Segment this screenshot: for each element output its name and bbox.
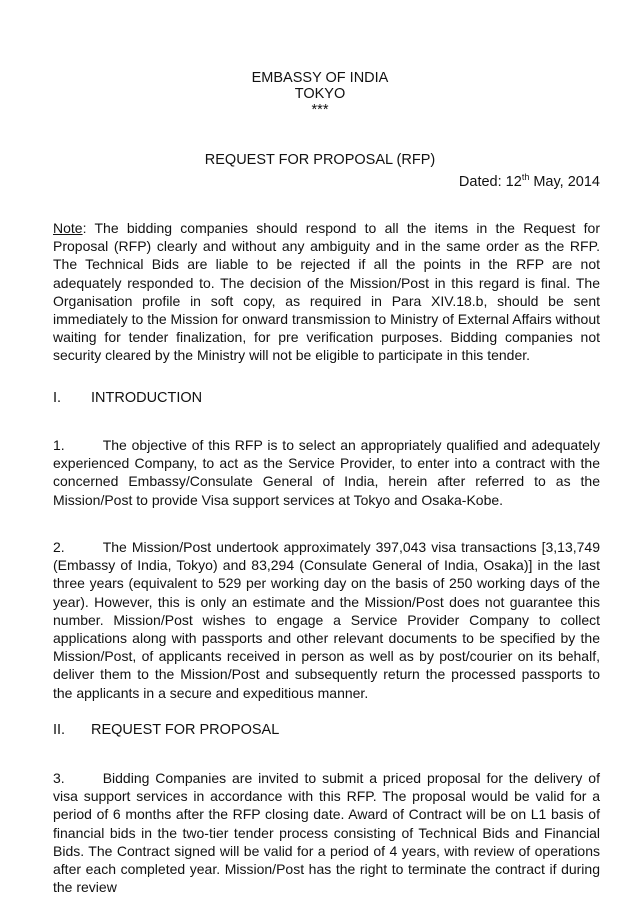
header-separator: ***	[311, 102, 329, 118]
section-heading-introduction	[53, 390, 202, 406]
section-heading-request-for-proposal	[53, 722, 279, 738]
note-label: Note	[53, 220, 83, 236]
date-ordinal-suffix: th	[521, 172, 530, 183]
paragraph-number: 3.	[53, 770, 65, 786]
document-title: REQUEST FOR PROPOSAL (RFP)	[204, 152, 436, 168]
section-title: REQUEST FOR PROPOSAL	[91, 722, 280, 738]
date-suffix: May, 2014	[529, 174, 600, 190]
paragraph-text: The objective of this RFP is to select an appropriately qualified and adequately experienced Company, to act as the Service Provider, to enter into a contract with the concerned Embassy/Consulate General of India, herein after referred to as the Mission/Post to provide Visa support services at Tokyo and Osaka-Kobe.	[53, 437, 600, 508]
embassy-city: TOKYO	[294, 86, 346, 102]
paragraph-number: 2.	[53, 539, 65, 555]
paragraph-2	[53, 538, 600, 702]
paragraph-3	[53, 769, 600, 896]
section-number: I.	[53, 390, 62, 406]
document-date	[459, 174, 600, 190]
paragraph-1	[53, 436, 600, 509]
paragraph-text: The Mission/Post undertook approximately 397,043 visa transactions [3,13,749 (Embassy of India, Tokyo) and 83,294 (Consulate General of India, Osaka)] in the last three years (equivalent to 529 per working day on the basis of 250 working days of the year). However, this is only an estimate and the Mission/Post does not guarantee this number. Mission/Post wishes to engage a Service Provider Company to collect applications along with passports and other relevant documents to be specified by the Mission/Post, of applicants received in person as well as by post/courier on its behalf, deliver them to the Mission/Post and subsequently return the processed passports to the applicants in a secure and expeditious manner.	[53, 539, 600, 701]
paragraph-number: 1.	[53, 437, 65, 453]
embassy-name: EMBASSY OF INDIA	[251, 70, 389, 86]
note-paragraph	[53, 219, 600, 365]
note-text: : The bidding companies should respond to all the items in the Request for Proposal (RFP) clearly and without any ambiguity and in the same order as the RFP. The Technical Bids are liable to be rejected if all the points in the RFP are not adequately responded to. The decision of the Mission/Post in this regard is final. The Organisation profile in soft copy, as required in Para XIV.18.b, should be sent immediately to the Mission for onward transmission to Ministry of External Affairs without waiting for tender finalization, for pre verification purposes. Bidding companies not security cleared by the Ministry will not be eligible to participate in this tender.	[53, 220, 600, 364]
paragraph-text: Bidding Companies are invited to submit a priced proposal for the delivery of visa support services in accordance with this RFP. The proposal would be valid for a period of 6 months after the RFP closing date. Award of Contract will be on L1 basis of financial bids in the two-tier tender process consisting of Technical Bids and Financial Bids. The Contract signed will be valid for a period of 4 years, with review of operations after each completed year. Mission/Post has the right to terminate the contract if during the review	[53, 770, 600, 896]
date-prefix: Dated: 12	[458, 174, 522, 190]
section-title: INTRODUCTION	[91, 390, 203, 406]
section-number: II.	[53, 722, 66, 738]
